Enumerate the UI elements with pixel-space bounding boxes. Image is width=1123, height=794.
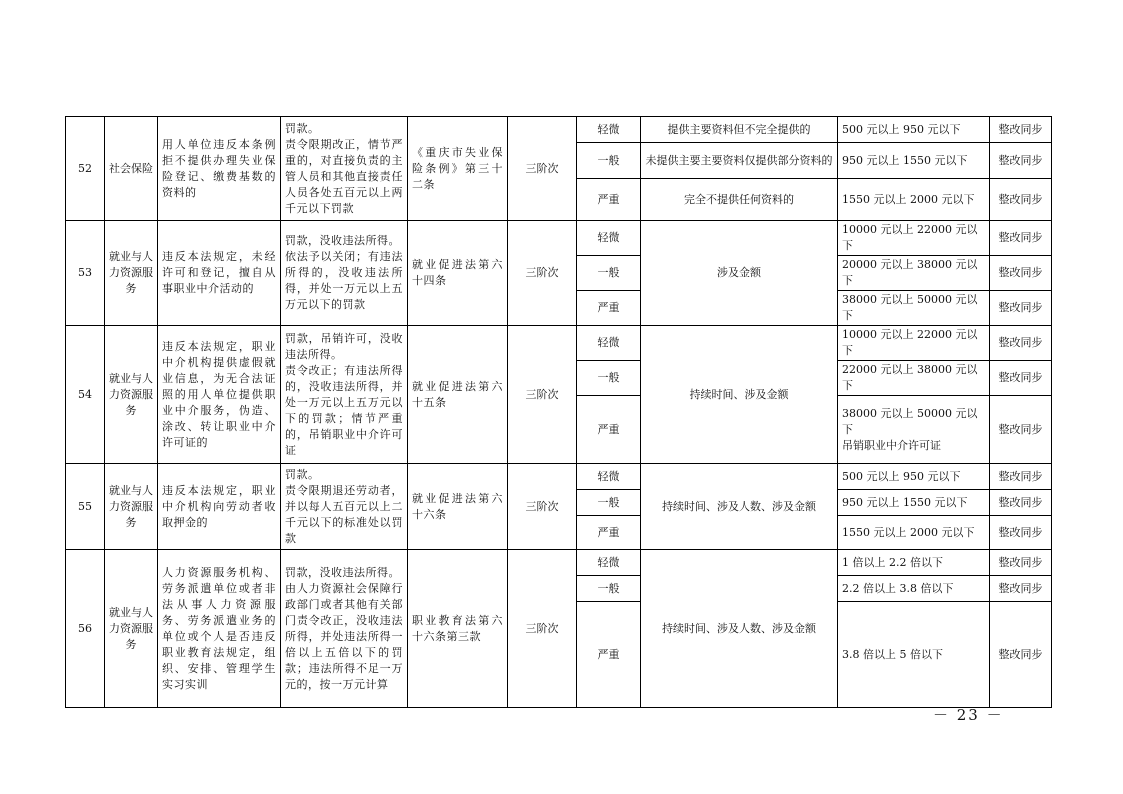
violation-cell: 用人单位违反本条例拒不提供办理失业保险登记、缴费基数的资料的 [158, 117, 281, 221]
remark-cell: 整改同步 [990, 464, 1052, 490]
item-number-cell: 53 [66, 221, 105, 326]
level-cell: 一般 [577, 361, 641, 396]
level-cell: 严重 [577, 179, 641, 221]
standard-cell: 500 元以上 950 元以下 [838, 464, 990, 490]
level-cell: 一般 [577, 143, 641, 179]
legal-basis-cell: 职业教育法第六十六条第三款 [408, 550, 508, 708]
standard-cell: 1 倍以上 2.2 倍以下 [838, 550, 990, 576]
level-cell: 一般 [577, 256, 641, 291]
legal-basis-cell: 《重庆市失业保险条例》第三十二条 [408, 117, 508, 221]
standard-cell: 38000 元以上 50000 元以下 吊销职业中介许可证 [838, 396, 990, 464]
violation-cell: 违反本法规定，职业中介机构向劳动者收取押金的 [158, 464, 281, 550]
category-cell: 就业与人力资源服务 [105, 550, 158, 708]
category-cell: 就业与人力资源服务 [105, 464, 158, 550]
remark-cell: 整改同步 [990, 490, 1052, 516]
item-number-cell: 54 [66, 326, 105, 464]
remark-cell: 整改同步 [990, 550, 1052, 576]
level-cell: 轻微 [577, 326, 641, 361]
standard-cell: 10000 元以上 22000 元以下 [838, 221, 990, 256]
table-row [66, 326, 1052, 361]
penalty-cell: 罚款，没收违法所得。 由人力资源社会保障行政部门或者其他有关部门责令改正，没收违法所得，并处违法所得一倍以上五倍以下的罚款；违法所得不足一万元的，按一万元计算 [281, 550, 408, 708]
condition-cell: 持续时间、涉及金额 [641, 326, 838, 464]
standard-cell: 1550 元以上 2000 元以下 [838, 179, 990, 221]
remark-cell: 整改同步 [990, 221, 1052, 256]
standard-cell: 950 元以上 1550 元以下 [838, 143, 990, 179]
condition-cell: 涉及金额 [641, 221, 838, 326]
violation-cell: 人力资源服务机构、劳务派遣单位或者非法从事人力资源服务、劳务派遣业务的单位或个人是否违反职业教育法规定，组织、安排、管理学生实习实训 [158, 550, 281, 708]
standard-cell: 10000 元以上 22000 元以下 [838, 326, 990, 361]
category-cell: 社会保险 [105, 117, 158, 221]
table-row [66, 117, 1052, 143]
level-cell: 严重 [577, 602, 641, 708]
condition-cell: 完全不提供任何资料的 [641, 179, 838, 221]
level-cell: 一般 [577, 490, 641, 516]
remark-cell: 整改同步 [990, 602, 1052, 708]
standard-cell: 22000 元以上 38000 元以下 [838, 361, 990, 396]
penalty-cell: 罚款，没收违法所得。 依法予以关闭；有违法所得的，没收违法所得，并处一万元以上五万元以下的罚款 [281, 221, 408, 326]
violation-cell: 违反本法规定，未经许可和登记，擅自从事职业中介活动的 [158, 221, 281, 326]
table-row [66, 221, 1052, 256]
remark-cell: 整改同步 [990, 117, 1052, 143]
penalty-cell: 罚款，吊销许可，没收违法所得。 责令改正；有违法所得的，没收违法所得，并处一万元以上五万元以下的罚款；情节严重的，吊销职业中介许可证 [281, 326, 408, 464]
condition-cell: 提供主要资料但不完全提供的 [641, 117, 838, 143]
remark-cell: 整改同步 [990, 143, 1052, 179]
standard-cell: 3.8 倍以上 5 倍以下 [838, 602, 990, 708]
tier-cell: 三阶次 [508, 550, 577, 708]
tier-cell: 三阶次 [508, 326, 577, 464]
level-cell: 轻微 [577, 117, 641, 143]
penalty-cell: 罚款。 责令限期改正，情节严重的，对直接负责的主管人员和其他直接责任人员各处五百元以上两千元以下罚款 [281, 117, 408, 221]
standard-cell: 1550 元以上 2000 元以下 [838, 516, 990, 550]
category-cell: 就业与人力资源服务 [105, 221, 158, 326]
level-cell: 严重 [577, 291, 641, 326]
level-cell: 严重 [577, 396, 641, 464]
level-cell: 一般 [577, 576, 641, 602]
level-cell: 轻微 [577, 221, 641, 256]
remark-cell: 整改同步 [990, 291, 1052, 326]
standard-cell: 950 元以上 1550 元以下 [838, 490, 990, 516]
item-number-cell: 52 [66, 117, 105, 221]
tier-cell: 三阶次 [508, 221, 577, 326]
remark-cell: 整改同步 [990, 326, 1052, 361]
item-number-cell: 55 [66, 464, 105, 550]
tier-cell: 三阶次 [508, 464, 577, 550]
standard-cell: 38000 元以上 50000 元以下 [838, 291, 990, 326]
condition-cell: 持续时间、涉及人数、涉及金额 [641, 550, 838, 708]
level-cell: 轻微 [577, 464, 641, 490]
item-number-cell: 56 [66, 550, 105, 708]
violation-cell: 违反本法规定，职业中介机构提供虚假就业信息，为无合法证照的用人单位提供职业中介服务，伪造、涂改、转让职业中介许可证的 [158, 326, 281, 464]
level-cell: 轻微 [577, 550, 641, 576]
standard-cell: 500 元以上 950 元以下 [838, 117, 990, 143]
legal-basis-cell: 就业促进法第六十四条 [408, 221, 508, 326]
remark-cell: 整改同步 [990, 361, 1052, 396]
penalty-cell: 罚款。 责令限期退还劳动者，并以每人五百元以上二千元以下的标准处以罚款 [281, 464, 408, 550]
table-row [66, 464, 1052, 490]
table-row [66, 550, 1052, 576]
penalty-discretion-table [65, 116, 1052, 708]
category-cell: 就业与人力资源服务 [105, 326, 158, 464]
remark-cell: 整改同步 [990, 256, 1052, 291]
condition-cell: 持续时间、涉及人数、涉及金额 [641, 464, 838, 550]
remark-cell: 整改同步 [990, 179, 1052, 221]
remark-cell: 整改同步 [990, 576, 1052, 602]
standard-cell: 20000 元以上 38000 元以下 [838, 256, 990, 291]
remark-cell: 整改同步 [990, 396, 1052, 464]
condition-cell: 未提供主要主要资料仅提供部分资料的 [641, 143, 838, 179]
page-number: － 23 － [933, 706, 1004, 724]
level-cell: 严重 [577, 516, 641, 550]
legal-basis-cell: 就业促进法第六十五条 [408, 326, 508, 464]
remark-cell: 整改同步 [990, 516, 1052, 550]
standard-cell: 2.2 倍以上 3.8 倍以下 [838, 576, 990, 602]
tier-cell: 三阶次 [508, 117, 577, 221]
legal-basis-cell: 就业促进法第六十六条 [408, 464, 508, 550]
